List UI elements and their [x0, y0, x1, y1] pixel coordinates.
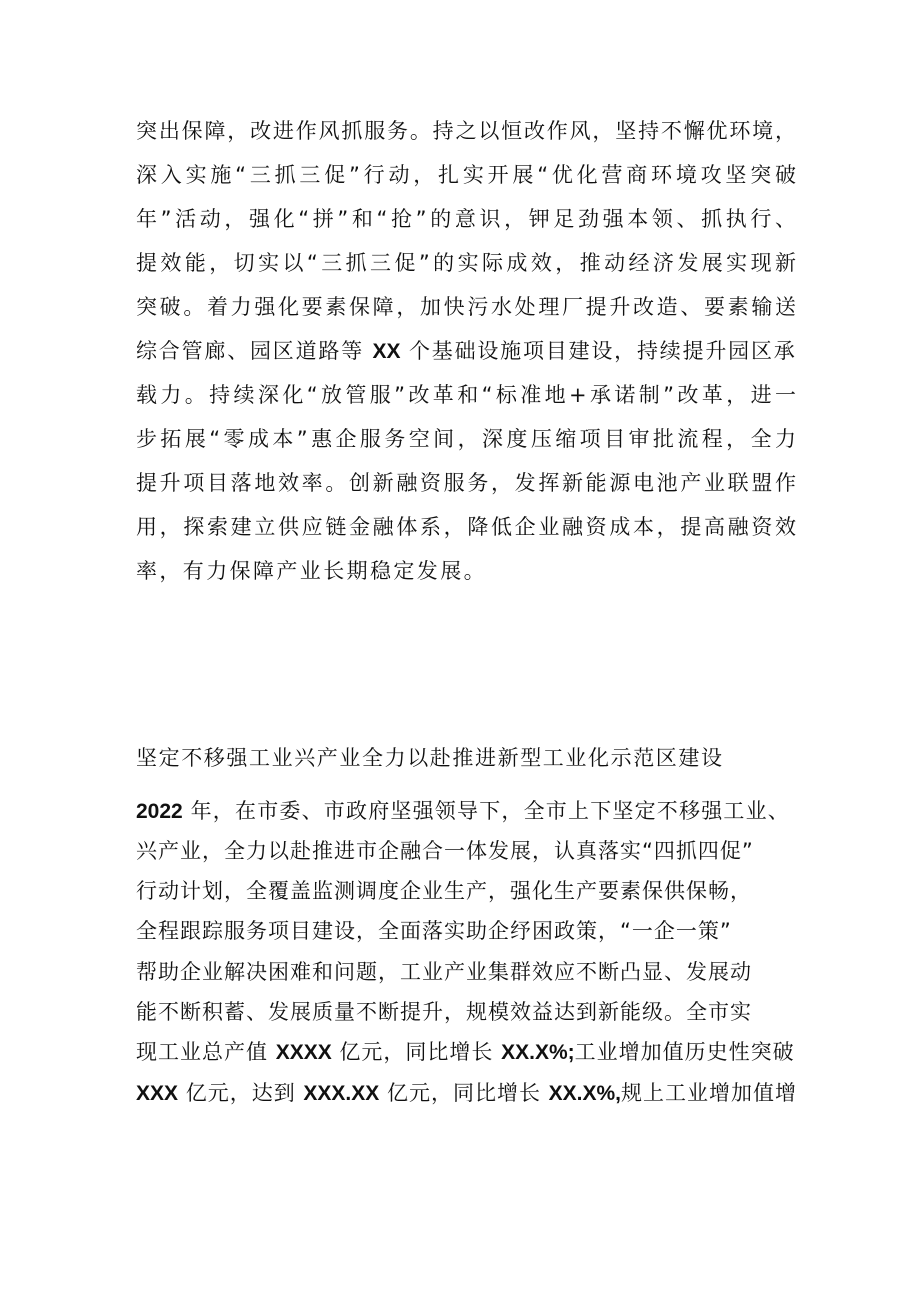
numeric-placeholder: XX.X%;: [501, 1041, 575, 1064]
text-line: 突出保障，改进作风抓服务。持之以恒改作风，坚持不懈优环境，: [136, 119, 796, 143]
text-line: 率，有力保障产业长期稳定发展。: [136, 559, 487, 583]
text-line: 兴产业，全力以赴推进市企融合一体发展，认真落实“四抓四促”: [136, 839, 754, 863]
text-segment: 综合管廊、园区道路等: [136, 339, 364, 363]
text-segment: 规上工业增加值增: [621, 1081, 798, 1105]
text-line: 提升项目落地效率。创新融资服务，发挥新能源电池产业联盟作: [136, 471, 796, 495]
text-segment: 亿元，同比增长: [386, 1081, 541, 1105]
text-segment: 个基础设施项目建设，持续提升园区承: [408, 339, 797, 363]
numeric-placeholder: XX.X%,: [548, 1082, 622, 1105]
text-segment: 工业增加值历史性突破: [574, 1040, 795, 1064]
text-line: 用，探索建立供应链金融体系，降低企业融资成本，提高融资效: [136, 515, 796, 539]
text-line: [136, 336, 797, 366]
text-line: [136, 796, 790, 826]
section-heading: 坚定不移强工业兴产业全力以赴推进新型工业化示范区建设: [136, 746, 724, 770]
text-line: 帮助企业解决困难和问题，工业产业集群效应不断凸显、发展动: [136, 960, 752, 984]
numeric-placeholder: XXX.XX: [303, 1082, 380, 1105]
text-line: [136, 1037, 795, 1067]
text-line: 全程跟踪服务项目建设，全面落实助企纾困政策，“一企一策”: [136, 919, 732, 943]
text-segment: 现工业总产值: [136, 1040, 268, 1064]
numeric-placeholder: XXXX: [275, 1041, 332, 1064]
text-line: 突破。着力强化要素保障，加快污水处理厂提升改造、要素输送: [136, 295, 796, 319]
text-line: 深入实施“三抓三促”行动，扎实开展“优化营商环境攻坚突破: [136, 163, 796, 187]
text-line: 步拓展“零成本”惠企服务空间，深度压缩项目审批流程，全力: [136, 427, 796, 451]
text-segment: 年，在市委、市政府坚强领导下，全市上下坚定不移强工业、: [190, 799, 791, 823]
text-line: 载力。持续深化“放管服”改革和“标准地+承诺制”改革，进一: [136, 383, 796, 407]
text-line: 年”活动，强化“拼”和“抢”的意识，钾足劲强本领、抓执行、: [136, 207, 796, 231]
text-line: [136, 1078, 797, 1108]
numeric-placeholder: XXX: [136, 1082, 179, 1105]
text-segment: 亿元，达到: [185, 1081, 296, 1105]
year-number: 2022: [136, 800, 183, 823]
text-line: 能不断积蓄、发展质量不断提升，规模效益达到新能级。全市实: [136, 1000, 752, 1024]
text-line: 行动计划，全覆盖监测调度企业生产，强化生产要素保供保畅，: [136, 879, 752, 903]
text-segment: 亿元，同比增长: [339, 1040, 494, 1064]
text-line: 提效能，切实以“三抓三促”的实际成效，推动经济发展实现新: [136, 251, 796, 275]
numeric-placeholder: XX: [372, 340, 401, 363]
